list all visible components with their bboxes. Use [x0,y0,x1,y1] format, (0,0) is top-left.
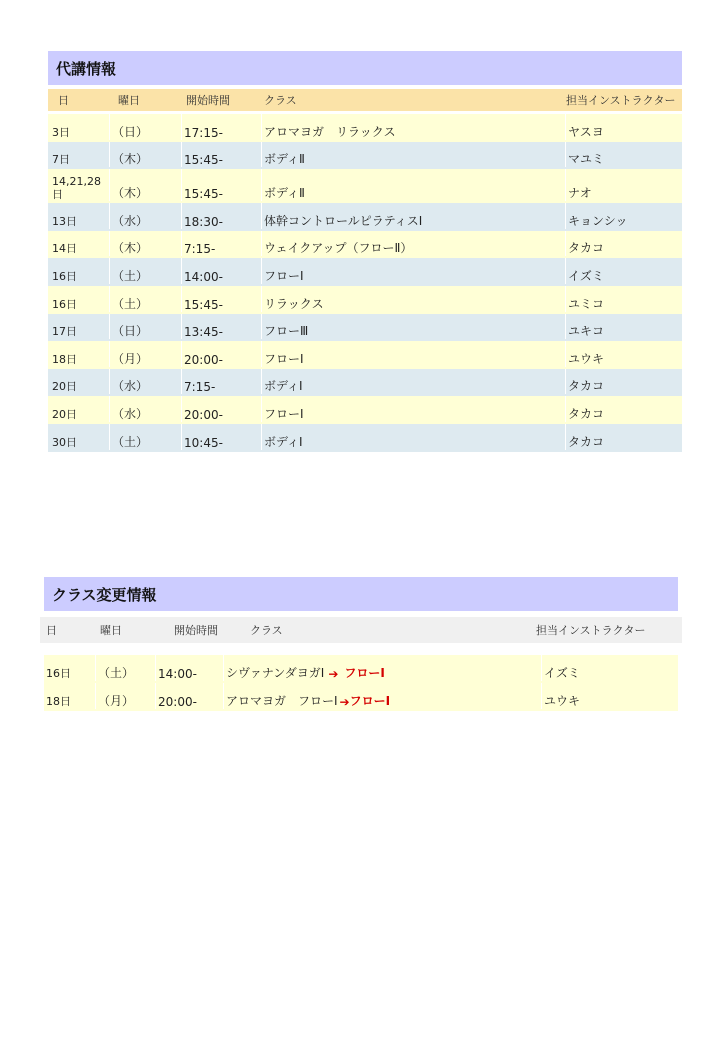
cell-day: 3日 [48,114,110,140]
cell-instructor: タカコ [568,406,605,421]
class-change-title: クラス変更情報 [44,577,678,611]
table-row [48,169,682,203]
cell-weekday: （月） [96,683,156,709]
cell-day: 16日 [48,286,110,312]
cell-instructor: ユキコ [568,324,605,339]
cell-day: 16日 [44,655,96,681]
cell-class: ボディⅠ [262,424,566,450]
cell-instructor: タカコ [568,434,605,449]
table-row [48,203,682,231]
header-start-time: 開始時間 [186,94,230,107]
cell-instructor: イズミ [568,268,604,283]
old-class: アロマヨガ フローⅠ [226,694,338,708]
table-row [48,258,682,286]
cell-weekday: （月） [110,341,182,367]
cell-day: 7日 [48,142,110,168]
cell-weekday: （木） [110,142,182,168]
cell-weekday: （水） [110,396,182,422]
header-weekday: 曜日 [100,624,122,637]
table-row [48,231,682,259]
cell-instructor: ナオ [568,186,592,201]
cell-time: 15:45- [182,286,262,312]
cell-weekday: （土） [110,258,182,284]
cell-time: 18:30- [182,203,262,229]
cell-class-change [224,655,542,681]
cell-time: 10:45- [182,424,262,450]
class-change-section [40,577,682,711]
table-row [44,683,678,711]
cell-class: ボディⅡ [262,169,566,201]
header-weekday: 曜日 [118,94,140,107]
table-row [48,114,682,142]
cell-time: 17:15- [182,114,262,140]
header-instructor: 担当インストラクター [566,94,676,107]
cell-time: 14:00- [156,655,224,681]
cell-time: 14:00- [182,258,262,284]
cell-class: フローⅢ [262,314,566,340]
old-class: シヴァナンダヨガⅠ [226,666,325,680]
cell-day: 17日 [48,314,110,340]
cell-weekday: （水） [110,203,182,229]
cell-time: 20:00- [182,341,262,367]
cell-weekday: （水） [110,369,182,395]
cell-weekday: （土） [110,286,182,312]
cell-class-change [224,683,542,709]
cell-weekday: （日） [110,314,182,340]
cell-time: 15:45- [182,169,262,201]
cell-class: 体幹コントロールピラティスⅠ [262,203,566,229]
table-row [48,369,682,397]
cell-instructor: イズミ [544,666,580,680]
table-row [48,286,682,314]
table-row [44,655,678,683]
cell-instructor: ユウキ [544,694,581,708]
cell-class: リラックス [262,286,566,312]
cell-class: フローⅠ [262,341,566,367]
cell-instructor: ユウキ [568,351,605,366]
table-row [48,314,682,342]
cell-day: 20日 [48,396,110,422]
cell-weekday: （木） [110,169,182,201]
cell-instructor: タカコ [568,241,605,256]
new-class: フローⅠ [344,666,385,680]
cell-time: 15:45- [182,142,262,168]
substitute-title: 代講情報 [48,51,682,85]
table-row [48,424,682,452]
cell-time: 20:00- [182,396,262,422]
cell-time: 13:45- [182,314,262,340]
header-instructor: 担当インストラクター [536,624,646,637]
cell-day: 14日 [48,231,110,257]
cell-day: 30日 [48,424,110,450]
table-row [48,396,682,424]
cell-class: ボディⅡ [262,142,566,168]
new-class: フローⅠ [349,694,391,708]
cell-instructor: キョンシッ [568,213,628,228]
cell-class: フローⅠ [262,258,566,284]
cell-day: 20日 [48,369,110,395]
cell-weekday: （土） [110,424,182,450]
header-day: 日 [58,94,69,107]
cell-time: 20:00- [156,683,224,709]
cell-day: 18日 [48,341,110,367]
cell-class: アロマヨガ リラックス [262,114,566,140]
cell-day: 14,21,28日 [48,169,110,201]
arrow-right-icon: ➔ [328,667,339,681]
header-start-time: 開始時間 [174,624,218,637]
cell-weekday: （土） [96,655,156,681]
cell-weekday: （日） [110,114,182,140]
header-class: クラス [250,624,283,637]
cell-day: 18日 [44,683,96,709]
cell-instructor: ヤスヨ [568,124,604,139]
cell-time: 7:15- [182,231,262,257]
table-row [48,341,682,369]
cell-day: 16日 [48,258,110,284]
cell-time: 7:15- [182,369,262,395]
cell-class: ウェイクアップ（フローⅡ） [262,231,566,257]
cell-instructor: タカコ [568,379,605,394]
class-change-header-row [40,617,682,643]
cell-instructor: ユミコ [568,296,605,311]
table-row [48,142,682,170]
cell-day: 13日 [48,203,110,229]
substitute-section [48,51,682,452]
cell-weekday: （木） [110,231,182,257]
header-day: 日 [46,624,57,637]
substitute-header-row [48,89,682,111]
cell-class: フローⅠ [262,396,566,422]
arrow-right-icon: ➔ [339,695,350,709]
cell-instructor: マユミ [568,152,605,167]
header-class: クラス [264,94,297,107]
cell-class: ボディⅠ [262,369,566,395]
